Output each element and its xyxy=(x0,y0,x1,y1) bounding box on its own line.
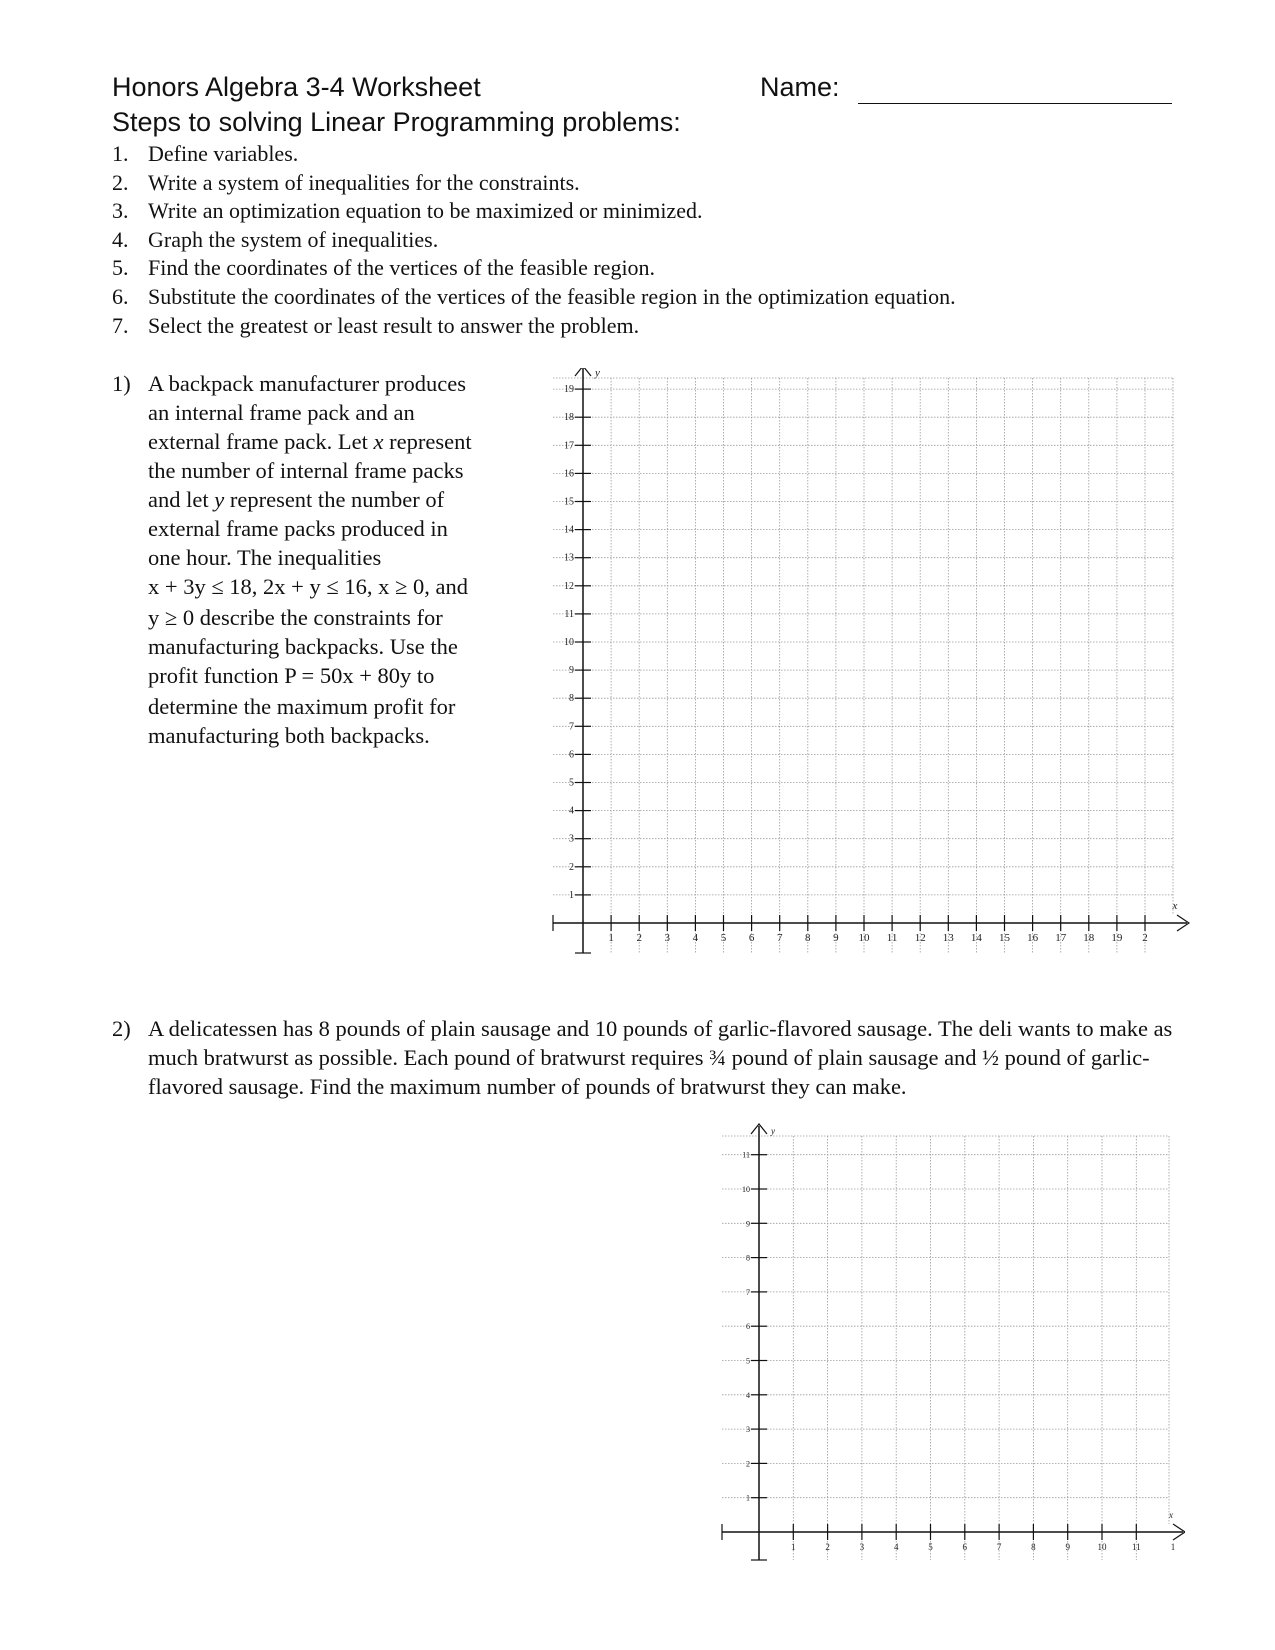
step-text: Find the coordinates of the vertices of the feasible region. xyxy=(148,255,656,281)
step-item xyxy=(112,169,956,198)
y-tick-label: 3 xyxy=(746,1425,750,1435)
x-tick-label: 11 xyxy=(886,932,898,944)
inequality-3: x ≥ 0 xyxy=(378,574,425,599)
y-tick-label: 11 xyxy=(564,608,574,620)
step-number: 3. xyxy=(112,198,129,224)
x-tick-label: 6 xyxy=(962,1542,968,1552)
step-number: 6. xyxy=(112,283,129,309)
problem-1 xyxy=(112,369,532,750)
step-text: Select the greatest or least result to answer the problem. xyxy=(148,312,640,338)
y-tick-label: 5 xyxy=(746,1356,750,1366)
y-tick-label: 12 xyxy=(564,580,574,592)
text-line: manufacturing backpacks. Use the xyxy=(148,634,458,659)
y-tick-label: 16 xyxy=(564,468,574,480)
y-tick-label: 19 xyxy=(564,384,574,396)
inequality-1: x + 3y ≤ 18 xyxy=(148,574,252,599)
x-tick-label: 1 xyxy=(791,1542,796,1552)
x-tick-label: 2 xyxy=(636,932,642,944)
problem-1-text xyxy=(112,369,532,750)
x-tick-label: 18 xyxy=(1083,932,1095,944)
text-line: manufacturing both backpacks. xyxy=(148,723,430,748)
y-axis-label: y xyxy=(595,368,600,379)
y-tick-label: 8 xyxy=(569,693,574,705)
inequality-4: y ≥ 0 xyxy=(148,605,195,630)
x-tick-label: 9 xyxy=(833,932,839,944)
x-tick-label: 3 xyxy=(664,932,671,944)
x-tick-label: 8 xyxy=(1031,1542,1036,1552)
variable-y: y xyxy=(214,487,225,512)
x-tick-label: 14 xyxy=(970,932,982,944)
graph-1-grid[interactable] xyxy=(550,368,1190,958)
x-tick-label: 3 xyxy=(859,1542,865,1552)
steps-list xyxy=(112,140,956,340)
y-tick-label: 13 xyxy=(564,552,574,564)
y-tick-label: 8 xyxy=(746,1253,750,1263)
x-tick-label: 19 xyxy=(1111,932,1123,944)
step-text: Graph the system of inequalities. xyxy=(148,226,439,252)
step-item xyxy=(112,283,956,312)
y-tick-label: 7 xyxy=(569,721,574,733)
y-tick-label: 9 xyxy=(569,665,574,677)
y-tick-label: 7 xyxy=(746,1287,750,1297)
text-fragment: profit function xyxy=(148,663,279,688)
y-tick-label: 10 xyxy=(564,637,574,648)
y-tick-label: 3 xyxy=(569,833,574,845)
variable-x: x xyxy=(373,429,384,454)
text-line xyxy=(148,661,532,690)
y-tick-label: 6 xyxy=(746,1322,750,1332)
step-text: Define variables. xyxy=(148,141,299,166)
x-tick-label: 10 xyxy=(1097,1542,1107,1552)
y-tick-label: 4 xyxy=(746,1390,750,1400)
x-tick-label: 17 xyxy=(1055,932,1067,944)
step-number: 1. xyxy=(112,141,129,166)
step-item xyxy=(112,197,956,226)
x-tick-label: 7 xyxy=(776,932,783,944)
x-tick-label: 5 xyxy=(928,1542,933,1552)
y-tick-label: 1 xyxy=(746,1493,750,1503)
text-line: an internal frame pack and an xyxy=(148,400,415,425)
y-axis-label: y xyxy=(771,1126,775,1136)
text-line: determine the maximum profit for xyxy=(148,694,456,719)
y-tick-label: 15 xyxy=(564,496,574,508)
text-fragment: describe the constraints for xyxy=(199,605,443,630)
y-tick-label: 9 xyxy=(746,1219,750,1229)
x-tick-label: 13 xyxy=(942,932,954,944)
problem-number: 1) xyxy=(112,371,131,396)
text-line xyxy=(148,427,532,456)
problem-2 xyxy=(112,1014,1192,1101)
x-tick-label: 2 xyxy=(825,1542,830,1552)
y-tick-label: 5 xyxy=(569,777,574,789)
y-tick-label: 14 xyxy=(564,524,574,536)
y-tick-label: 18 xyxy=(564,412,574,424)
inequality-2: 2x + y ≤ 16 xyxy=(263,574,367,599)
x-tick-label: 12 xyxy=(914,932,926,944)
y-tick-label: 2 xyxy=(746,1459,750,1469)
name-blank-line[interactable] xyxy=(858,103,1172,104)
y-tick-label: 1 xyxy=(569,889,574,901)
x-axis-label: x xyxy=(1172,900,1178,912)
x-tick-label: 10 xyxy=(858,932,870,944)
x-tick-label: 4 xyxy=(692,932,699,944)
x-tick-label: 15 xyxy=(999,932,1010,944)
step-number: 5. xyxy=(112,255,129,281)
x-tick-label: 6 xyxy=(748,932,755,944)
text-line: x + 3y ≤ 18, 2x + y ≤ 16, x ≥ 0, and xyxy=(148,574,468,599)
x-tick-label: 1 xyxy=(608,932,614,944)
text-fragment: and let xyxy=(148,487,209,512)
text-fragment: represent xyxy=(389,429,472,454)
step-item xyxy=(112,254,956,283)
x-tick-label: 5 xyxy=(720,932,727,944)
x-tick-label: 1 xyxy=(1170,1542,1176,1552)
problem-number: 2) xyxy=(112,1016,131,1041)
x-tick-label: 4 xyxy=(893,1542,899,1552)
x-tick-label: 7 xyxy=(996,1542,1002,1552)
x-tick-label: 16 xyxy=(1027,932,1039,944)
step-number: 4. xyxy=(112,226,129,252)
text-line: external frame packs produced in xyxy=(148,516,448,541)
step-number: 7. xyxy=(112,312,129,338)
y-tick-label: 17 xyxy=(564,440,574,452)
y-tick-label: 11 xyxy=(742,1150,750,1160)
y-tick-label: 10 xyxy=(742,1185,750,1194)
x-tick-label: 8 xyxy=(805,932,811,944)
y-tick-label: 4 xyxy=(569,805,574,817)
step-item xyxy=(112,226,956,255)
text-line xyxy=(148,603,532,632)
y-tick-label: 6 xyxy=(569,749,574,761)
name-label: Name: xyxy=(760,72,840,102)
x-tick-label: 9 xyxy=(1065,1542,1070,1552)
worksheet-title: Honors Algebra 3-4 Worksheet xyxy=(112,72,481,102)
text-fragment: represent the number of xyxy=(229,487,445,512)
text-fragment: external frame pack. Let xyxy=(148,429,368,454)
step-item xyxy=(112,312,956,341)
profit-function: P = 50x + 80y xyxy=(284,663,412,688)
step-text: Write a system of inequalities for the constraints. xyxy=(148,169,580,195)
problem-2-text: A delicatessen has 8 pounds of plain sausage and 10 pounds of garlic-flavored sausage. The deli wants to make as much bratwurst as possible. Each pound of bratwurst requires ¾ pound of plain sausage and ½ pound of garlic-flavored sausage. Find the maximum number of pounds of bratwurst they can make. xyxy=(148,1016,1173,1099)
steps-heading: Steps to solving Linear Programming problems: xyxy=(112,107,681,137)
step-number: 2. xyxy=(112,169,129,195)
text-fragment: , and xyxy=(424,574,468,599)
x-axis-label: x xyxy=(1169,1510,1173,1520)
graph-2-grid[interactable] xyxy=(715,1122,1185,1562)
y-tick-label: 2 xyxy=(569,861,574,873)
x-tick-label: 11 xyxy=(1131,1542,1141,1552)
text-fragment: to xyxy=(416,663,435,688)
x-tick-label: 2 xyxy=(1142,932,1148,944)
text-line: the number of internal frame packs xyxy=(148,458,464,483)
text-line: one hour. The inequalities xyxy=(148,545,382,570)
step-item xyxy=(112,140,956,169)
text-line: A backpack manufacturer produces xyxy=(148,371,466,396)
step-text: Write an optimization equation to be maximized or minimized. xyxy=(148,198,703,224)
text-line xyxy=(148,485,532,514)
step-text: Substitute the coordinates of the vertices of the feasible region in the optimization equation. xyxy=(148,283,956,309)
